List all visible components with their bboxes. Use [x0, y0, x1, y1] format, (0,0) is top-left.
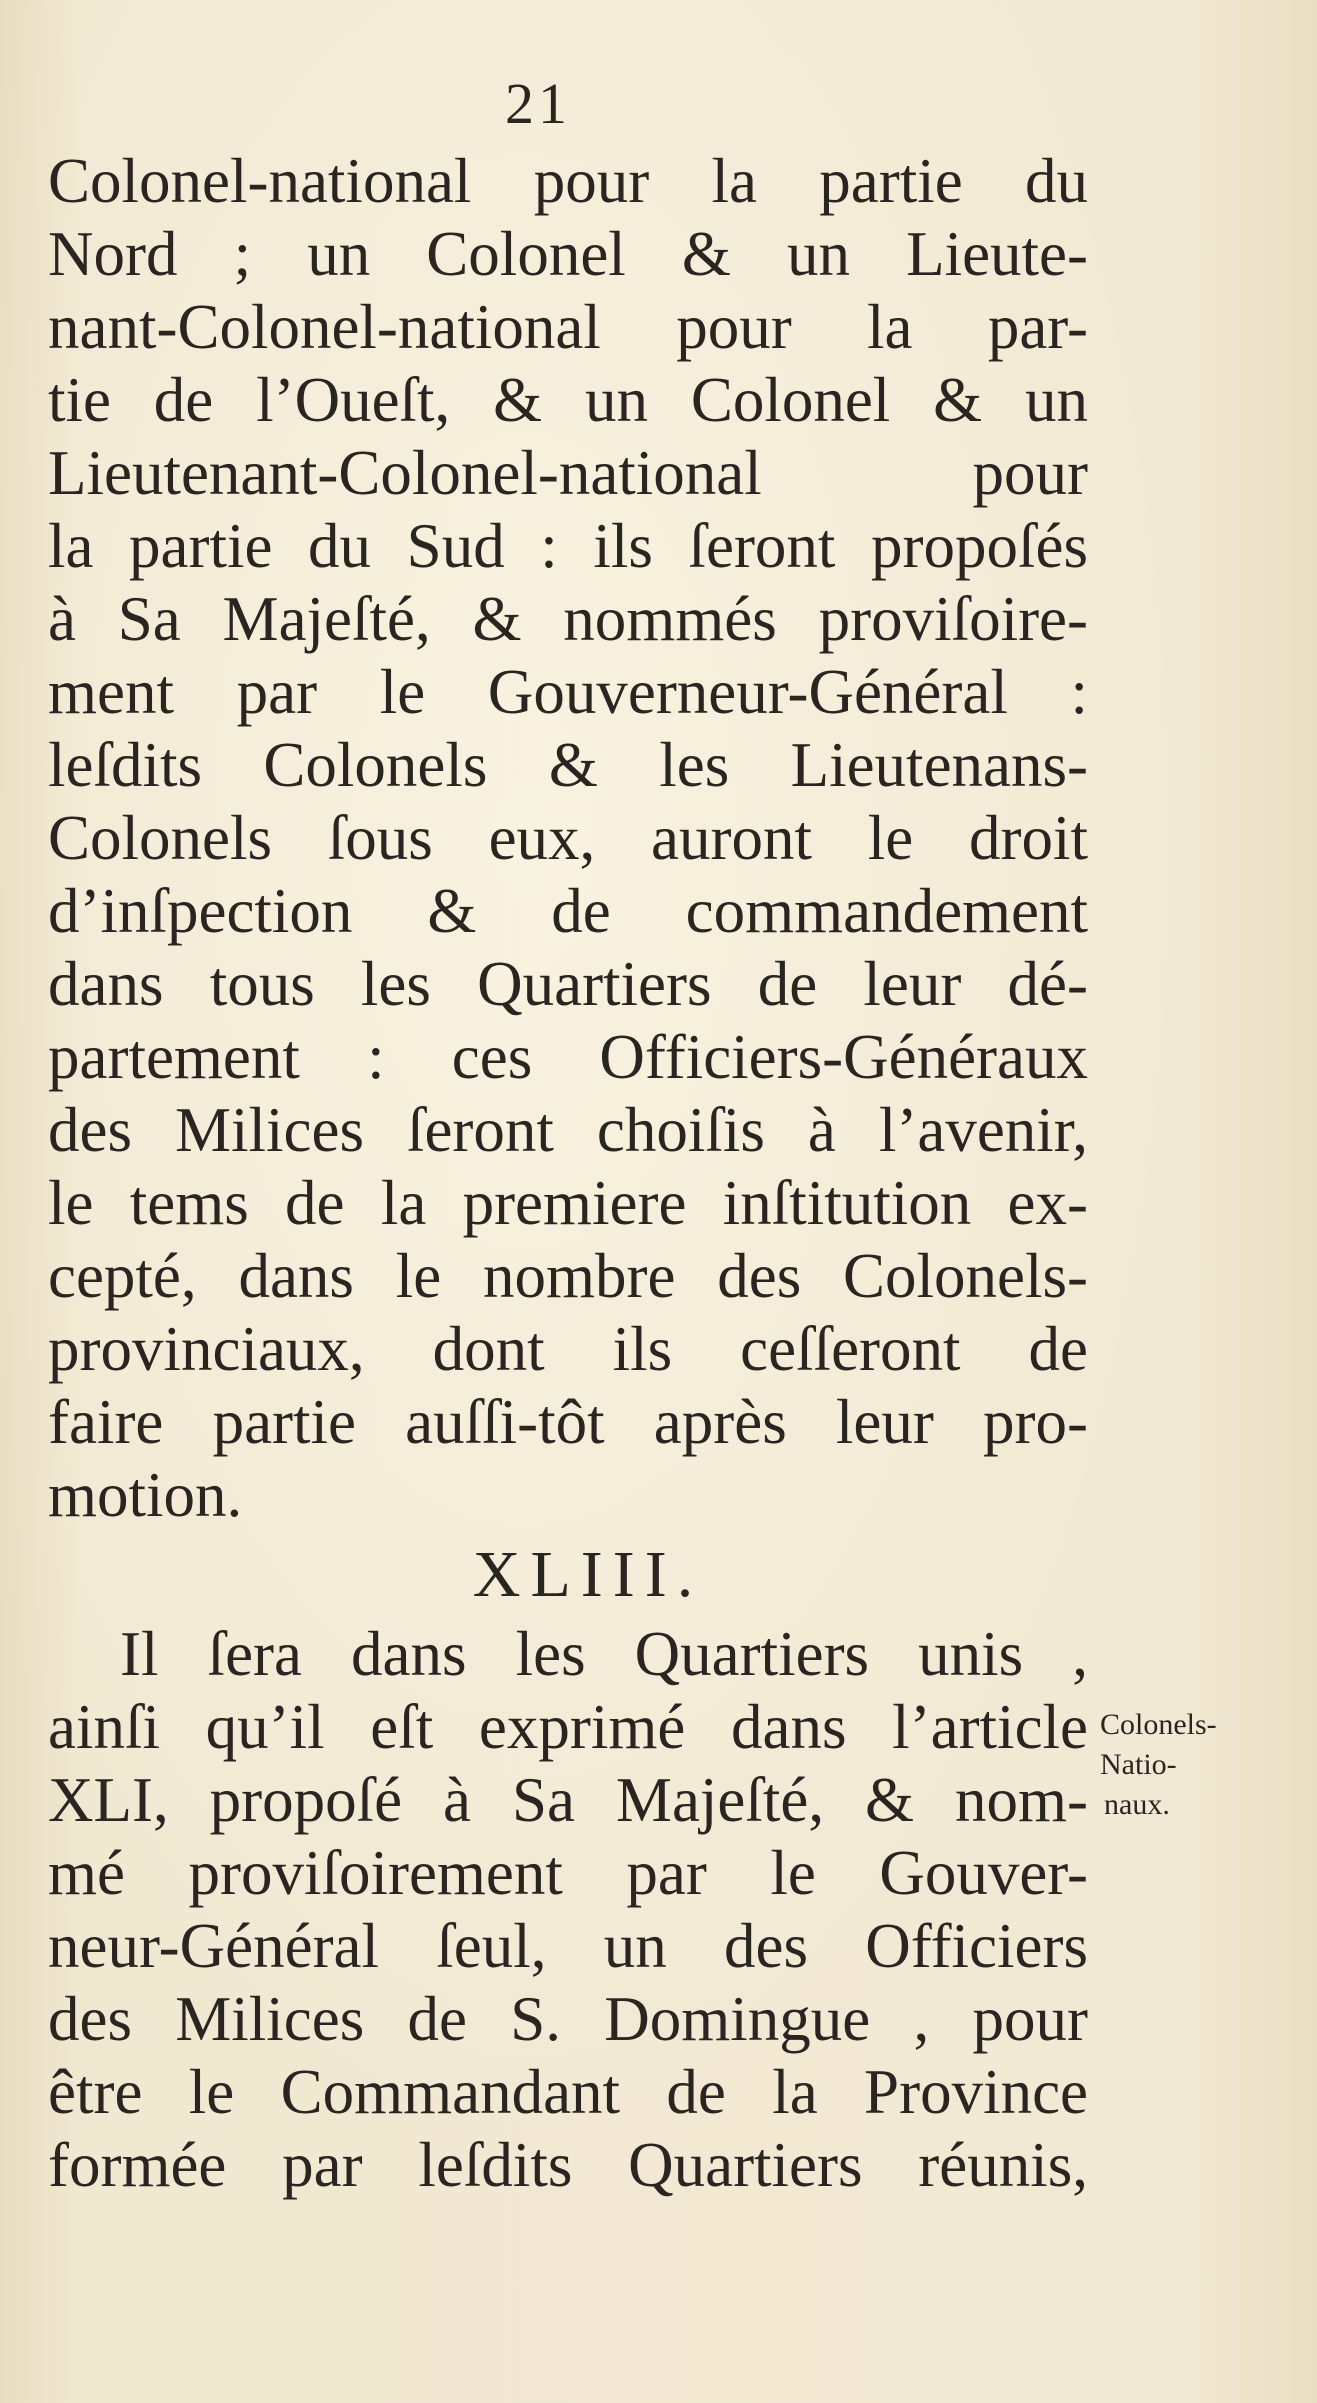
text-line: cepté, dans le nombre des Colonels-	[48, 1241, 1088, 1311]
text-line: être le Commandant de la Province	[48, 2057, 1088, 2127]
margin-note-line: Colonels-	[1100, 1708, 1217, 1741]
margin-note-line: naux.	[1104, 1788, 1170, 1821]
text-line: dans tous les Quartiers de leur dé-	[48, 949, 1088, 1019]
text-line: Colonels ſous eux, auront le droit	[48, 803, 1088, 873]
text-line: tie de l’Oueſt, & un Colonel & un	[48, 365, 1088, 435]
text-line: ainſi qu’il eſt exprimé dans l’article	[48, 1692, 1088, 1762]
text-line: des Milices ſeront choiſis à l’avenir,	[48, 1095, 1088, 1165]
text-line: à Sa Majeſté, & nommés proviſoire-	[48, 584, 1088, 654]
article-heading: XLIII.	[472, 1538, 704, 1611]
text-line: Il ſera dans les Quartiers unis ,	[120, 1619, 1088, 1689]
text-line: partement : ces Officiers-Généraux	[48, 1022, 1088, 1092]
text-line: d’inſpection & de commandement	[48, 876, 1088, 946]
text-line: mé proviſoirement par le Gouver-	[48, 1838, 1088, 1908]
article-paragraph	[48, 1618, 1088, 2202]
text-line: Nord ; un Colonel & un Lieute-	[48, 219, 1088, 289]
text-line: Colonel-national pour la partie du	[48, 146, 1088, 216]
body-text	[48, 145, 1088, 2202]
margin-note	[1100, 1705, 1310, 1825]
text-line: ment par le Gouverneur-Général :	[48, 657, 1088, 727]
text-line: motion.	[48, 1460, 243, 1530]
text-line: XLI, propoſé à Sa Majeſté, & nom-	[48, 1765, 1088, 1835]
show-through-texture	[1150, 520, 1300, 780]
text-line: nant-Colonel-national pour la par-	[48, 292, 1088, 362]
text-line: formée par leſdits Quartiers réunis,	[48, 2130, 1088, 2200]
text-line: le tems de la premiere inſtitution ex-	[48, 1168, 1088, 1238]
text-line: la partie du Sud : ils ſeront propoſés	[48, 511, 1088, 581]
text-line: neur-Général ſeul, un des Officiers	[48, 1911, 1088, 1981]
text-line: des Milices de S. Domingue , pour	[48, 1984, 1088, 2054]
margin-note-line: Natio-	[1100, 1748, 1177, 1781]
page-number: 21	[505, 71, 571, 136]
paragraph-continued	[48, 145, 1088, 1532]
text-line: faire partie auſſi-tôt après leur pro-	[48, 1387, 1088, 1457]
text-line: Lieutenant-Colonel-national pour	[48, 438, 1088, 508]
text-line: provinciaux, dont ils ceſſeront de	[48, 1314, 1088, 1384]
text-line: leſdits Colonels & les Lieutenans-	[48, 730, 1088, 800]
